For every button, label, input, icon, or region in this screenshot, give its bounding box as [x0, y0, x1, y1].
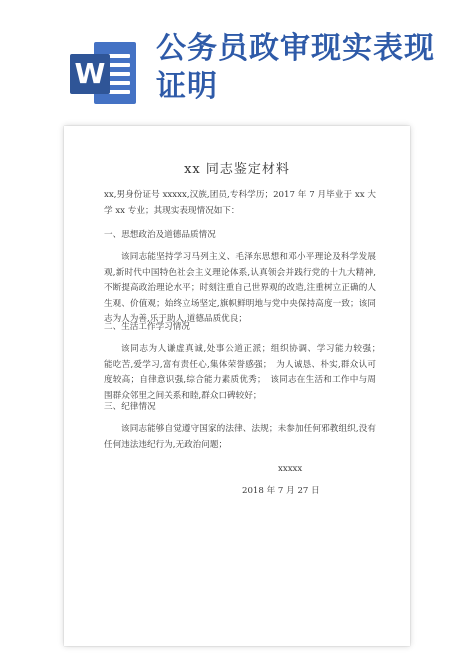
word-logo-letter: W	[70, 54, 110, 94]
document-date: 2018 年 7 月 27 日	[242, 486, 320, 496]
section-1-heading: 一、思想政治及道德品质情况	[104, 230, 216, 240]
section-3-heading: 三、纪律情况	[104, 402, 156, 412]
section-2-body: 该同志为人谦虚真诚,处事公道正派；组织协调、学习能力较强； 能吃苦,爱学习,富有责任心,集体荣誉感强； 为人诚恳、朴实,群众认可度较高；自律意识强,综合能力素质优秀； 该同志在生活和工作中与周围群众邻里之间关系和睦,群众口碑较好；	[104, 344, 385, 401]
banner-title: 公务员政审现实表现证明	[156, 31, 435, 104]
section-2-heading: 二、生活工作学习情况	[104, 322, 190, 332]
intro-paragraph: xx,男身份证号 xxxxx,汉族,团员,专科学历；2017 年 7 月毕业于 xx 大学 xx 专业；其现实表现情况如下：	[104, 190, 376, 216]
signature: xxxxx	[278, 464, 303, 474]
section-1-body: 该同志能坚持学习马列主义、毛泽东思想和邓小平理论及科学发展观,新时代中国特色社会主义理论体系,认真领会并践行党的十九大精神,不断提高政治理论水平；时刻注重自己世界观的改造,注重树立正确的人生观、价值观；始终立场坚定,旗帜鲜明地与党中央保持高度一致；该同志为人为善,乐于助人,道德品质优良；	[104, 252, 376, 324]
document-page	[64, 126, 410, 646]
word-document-icon	[70, 40, 138, 106]
document-title: xx 同志鉴定材料	[184, 162, 290, 177]
section-3-body: 该同志能够自觉遵守国家的法律、法规；未参加任何邪教组织,没有任何违法违纪行为,无政治问题；	[104, 424, 376, 450]
